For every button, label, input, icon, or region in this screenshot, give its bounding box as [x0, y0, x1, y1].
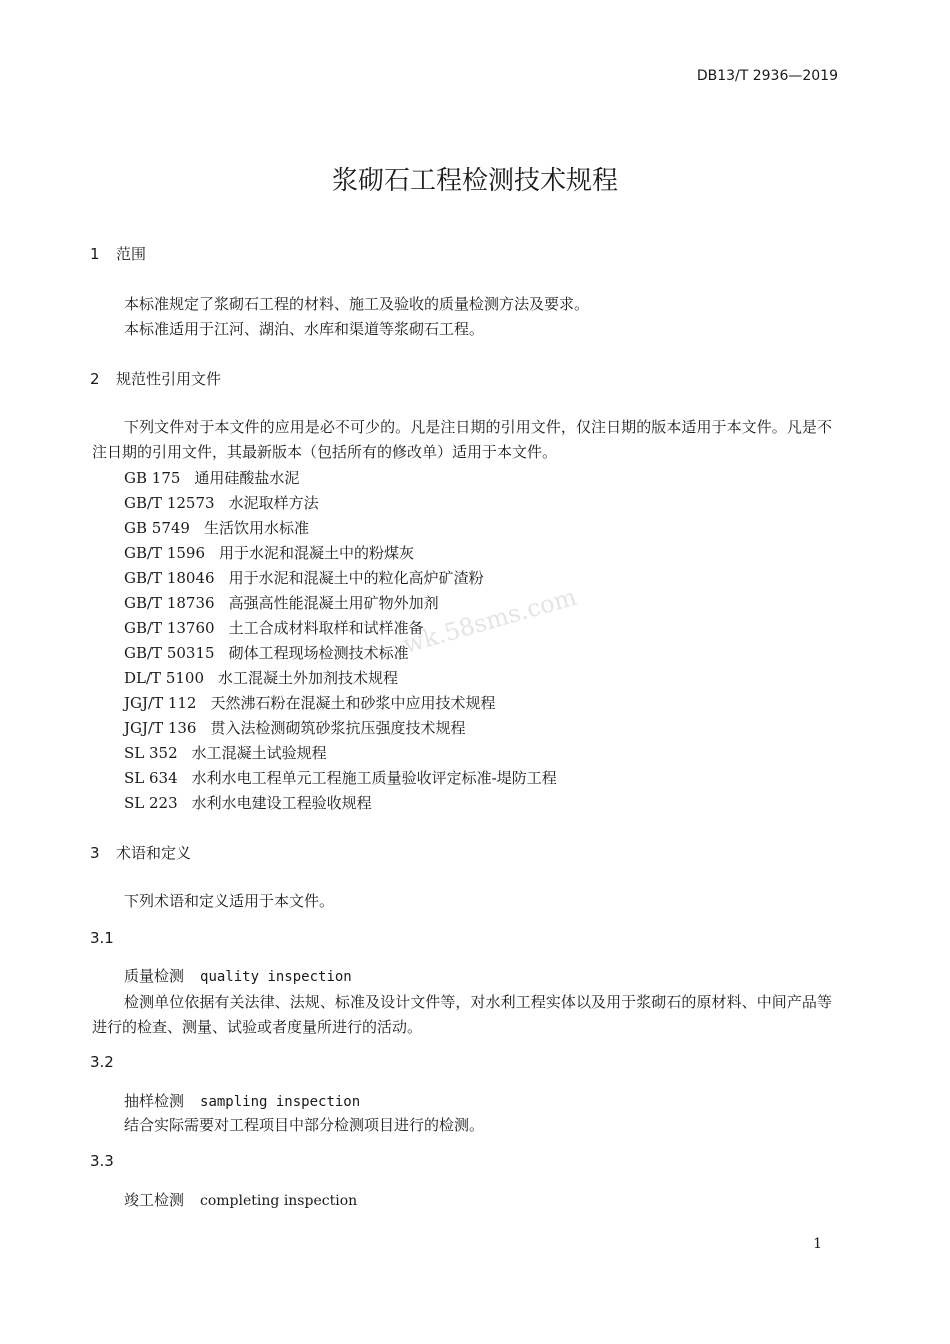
reference-code: JGJ/T 112 — [124, 694, 197, 712]
section-heading-terms: 3 术语和定义 — [90, 844, 192, 862]
reference-title: 天然沸石粉在混凝土和砂浆中应用技术规程 — [210, 694, 496, 712]
term-en: completing inspection — [200, 1193, 358, 1209]
section-heading-references: 2 规范性引用文件 — [90, 370, 222, 388]
term-number: 3.2 — [90, 1053, 114, 1071]
reference-code: GB 5749 — [124, 519, 190, 537]
reference-code: GB/T 18736 — [124, 594, 215, 612]
term-zh: 质量检测 — [124, 967, 185, 985]
reference-code: JGJ/T 136 — [124, 719, 197, 737]
reference-title: 水工混凝土试验规程 — [191, 744, 327, 762]
term-zh: 竣工检测 — [124, 1191, 185, 1209]
reference-title: 贯入法检测砌筑砂浆抗压强度技术规程 — [210, 719, 466, 737]
reference-title: 生活饮用水标准 — [203, 519, 309, 537]
term-entry — [124, 965, 352, 986]
reference-title: 用于水泥和混凝土中的粒化高炉矿渣粉 — [228, 569, 484, 587]
term-definition: 检测单位依据有关法律、法规、标准及设计文件等，对水利工程实体以及用于浆砌石的原材料、中间产品等进行的检查、测量、试验或者度量所进行的活动。 — [92, 993, 832, 1036]
reference-title: 通用硅酸盐水泥 — [194, 469, 300, 487]
watermark: wk.58sms.com — [400, 582, 580, 659]
reference-item — [124, 617, 424, 638]
term-en: quality inspection — [200, 969, 352, 985]
document-title: 浆砌石工程检测技术规程 — [331, 166, 618, 196]
terms-intro: 下列术语和定义适用于本文件。 — [124, 892, 335, 910]
reference-item — [124, 567, 484, 588]
reference-code: SL 634 — [124, 769, 178, 787]
reference-code: DL/T 5100 — [124, 669, 204, 687]
reference-code: SL 352 — [124, 744, 178, 762]
reference-item — [124, 667, 398, 688]
reference-code: GB/T 50315 — [124, 644, 215, 662]
reference-title: 水利水电建设工程验收规程 — [191, 794, 372, 812]
reference-item — [124, 542, 414, 563]
term-number: 3.1 — [90, 929, 114, 947]
reference-title: 高强高性能混凝土用矿物外加剂 — [228, 594, 439, 612]
standard-code: DB13/T 2936—2019 — [696, 68, 838, 84]
reference-code: SL 223 — [124, 794, 178, 812]
section-heading-scope: 1 范围 — [90, 245, 147, 263]
reference-item — [124, 592, 439, 613]
reference-title: 土工合成材料取样和试样准备 — [228, 619, 424, 637]
reference-code: GB/T 12573 — [124, 494, 215, 512]
reference-item — [124, 767, 557, 788]
reference-item — [124, 492, 319, 513]
reference-code: GB/T 13760 — [124, 619, 215, 637]
reference-item — [124, 742, 327, 763]
page-number: 1 — [813, 1236, 822, 1252]
reference-item — [124, 517, 309, 538]
reference-code: GB/T 18046 — [124, 569, 215, 587]
scope-paragraph: 本标准规定了浆砌石工程的材料、施工及验收的质量检测方法及要求。 — [124, 295, 590, 313]
reference-item — [124, 467, 299, 488]
reference-title: 水利水电工程单元工程施工质量验收评定标准-堤防工程 — [191, 769, 557, 787]
reference-item — [124, 792, 372, 813]
references-intro: 下列文件对于本文件的应用是必不可少的。凡是注日期的引用文件，仅注日期的版本适用于本文件。凡是不注日期的引用文件，其最新版本（包括所有的修改单）适用于本文件。 — [92, 418, 832, 461]
term-zh: 抽样检测 — [124, 1092, 185, 1110]
term-en: sampling inspection — [200, 1094, 361, 1110]
reference-item — [124, 692, 495, 713]
reference-title: 砌体工程现场检测技术标准 — [228, 644, 409, 662]
term-definition: 结合实际需要对工程项目中部分检测项目进行的检测。 — [124, 1116, 485, 1134]
reference-code: GB/T 1596 — [124, 544, 206, 562]
reference-item — [124, 717, 465, 738]
reference-item — [124, 642, 409, 663]
term-number: 3.3 — [90, 1152, 114, 1170]
reference-title: 水工混凝土外加剂技术规程 — [218, 669, 399, 687]
reference-code: GB 175 — [124, 469, 181, 487]
scope-paragraph: 本标准适用于江河、湖泊、水库和渠道等浆砌石工程。 — [124, 320, 485, 338]
reference-title: 水泥取样方法 — [228, 494, 319, 512]
term-entry — [124, 1189, 357, 1210]
term-entry — [124, 1090, 360, 1111]
reference-title: 用于水泥和混凝土中的粉煤灰 — [219, 544, 415, 562]
